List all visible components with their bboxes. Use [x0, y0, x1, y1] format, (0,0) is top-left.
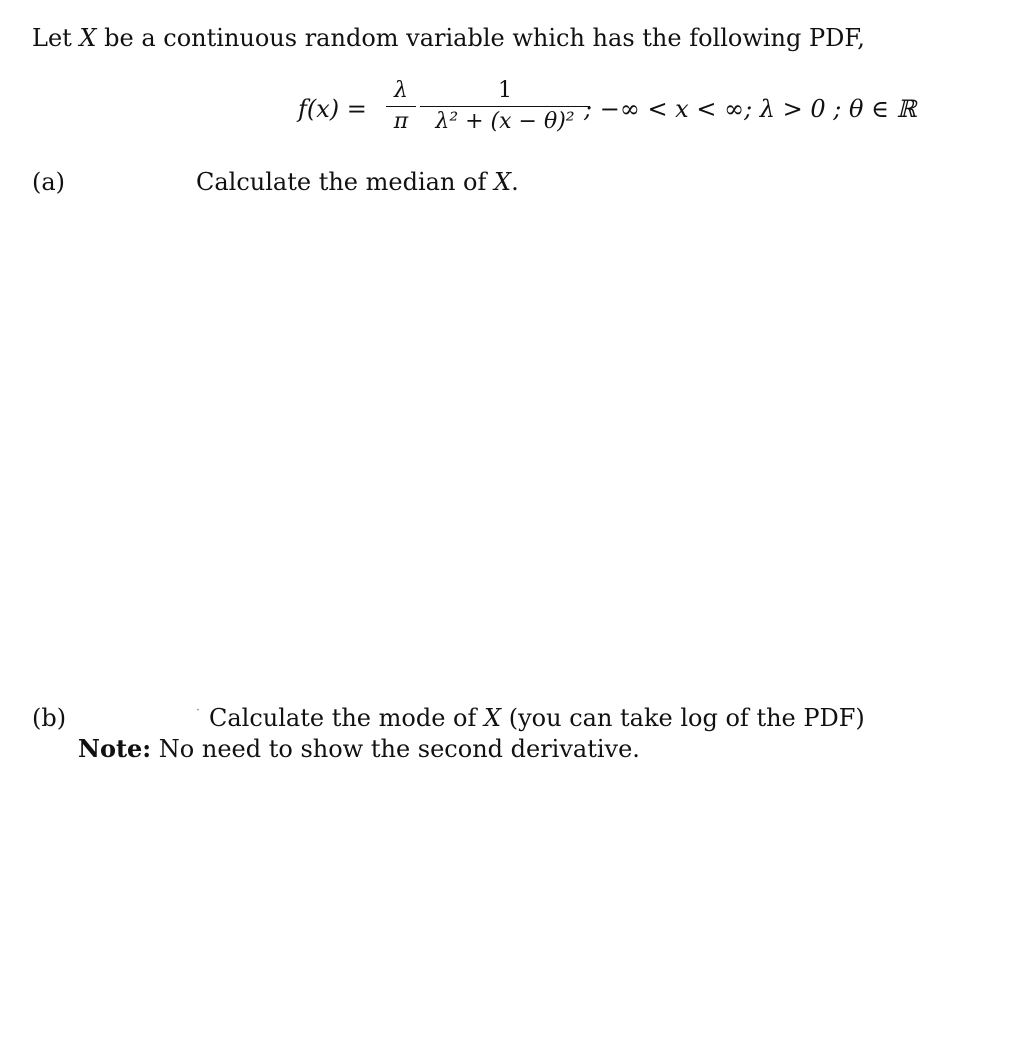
- pdf-formula: [298, 78, 938, 148]
- note-label: Note:: [78, 734, 152, 763]
- variable-x: X: [79, 24, 97, 52]
- variable-x: X: [494, 168, 512, 196]
- question-text: Calculate the mode of: [209, 704, 485, 732]
- formula-conditions: ; −∞ < x < ∞; λ > 0 ; θ ∈ ℝ: [584, 95, 917, 123]
- question-end: (you can take log of the PDF): [501, 704, 865, 732]
- note-text: No need to show the second derivative.: [151, 735, 640, 763]
- intro-sentence: [32, 23, 865, 53]
- fraction-one-over-denominator: [420, 78, 590, 135]
- variable-x: X: [484, 704, 502, 732]
- question-end: .: [511, 168, 519, 196]
- fraction-denominator: π: [393, 109, 409, 134]
- stray-dot-mark: ·: [196, 703, 200, 717]
- fraction-numerator: λ: [394, 78, 408, 103]
- part-a-question: [196, 167, 519, 197]
- formula-lhs: f(x) =: [298, 95, 367, 123]
- intro-suffix: be a continuous random variable which has the following PDF,: [96, 24, 865, 52]
- fraction-numerator: 1: [498, 78, 512, 103]
- fraction-lambda-over-pi: [386, 78, 416, 135]
- part-a-label: (a): [32, 168, 66, 196]
- question-text: Calculate the median of: [196, 168, 494, 196]
- part-b-label: (b): [32, 704, 67, 732]
- part-b-question: [209, 703, 865, 733]
- part-b-note: [78, 734, 640, 764]
- fraction-denominator: λ² + (x − θ)²: [435, 109, 575, 134]
- intro-prefix: Let: [32, 24, 80, 52]
